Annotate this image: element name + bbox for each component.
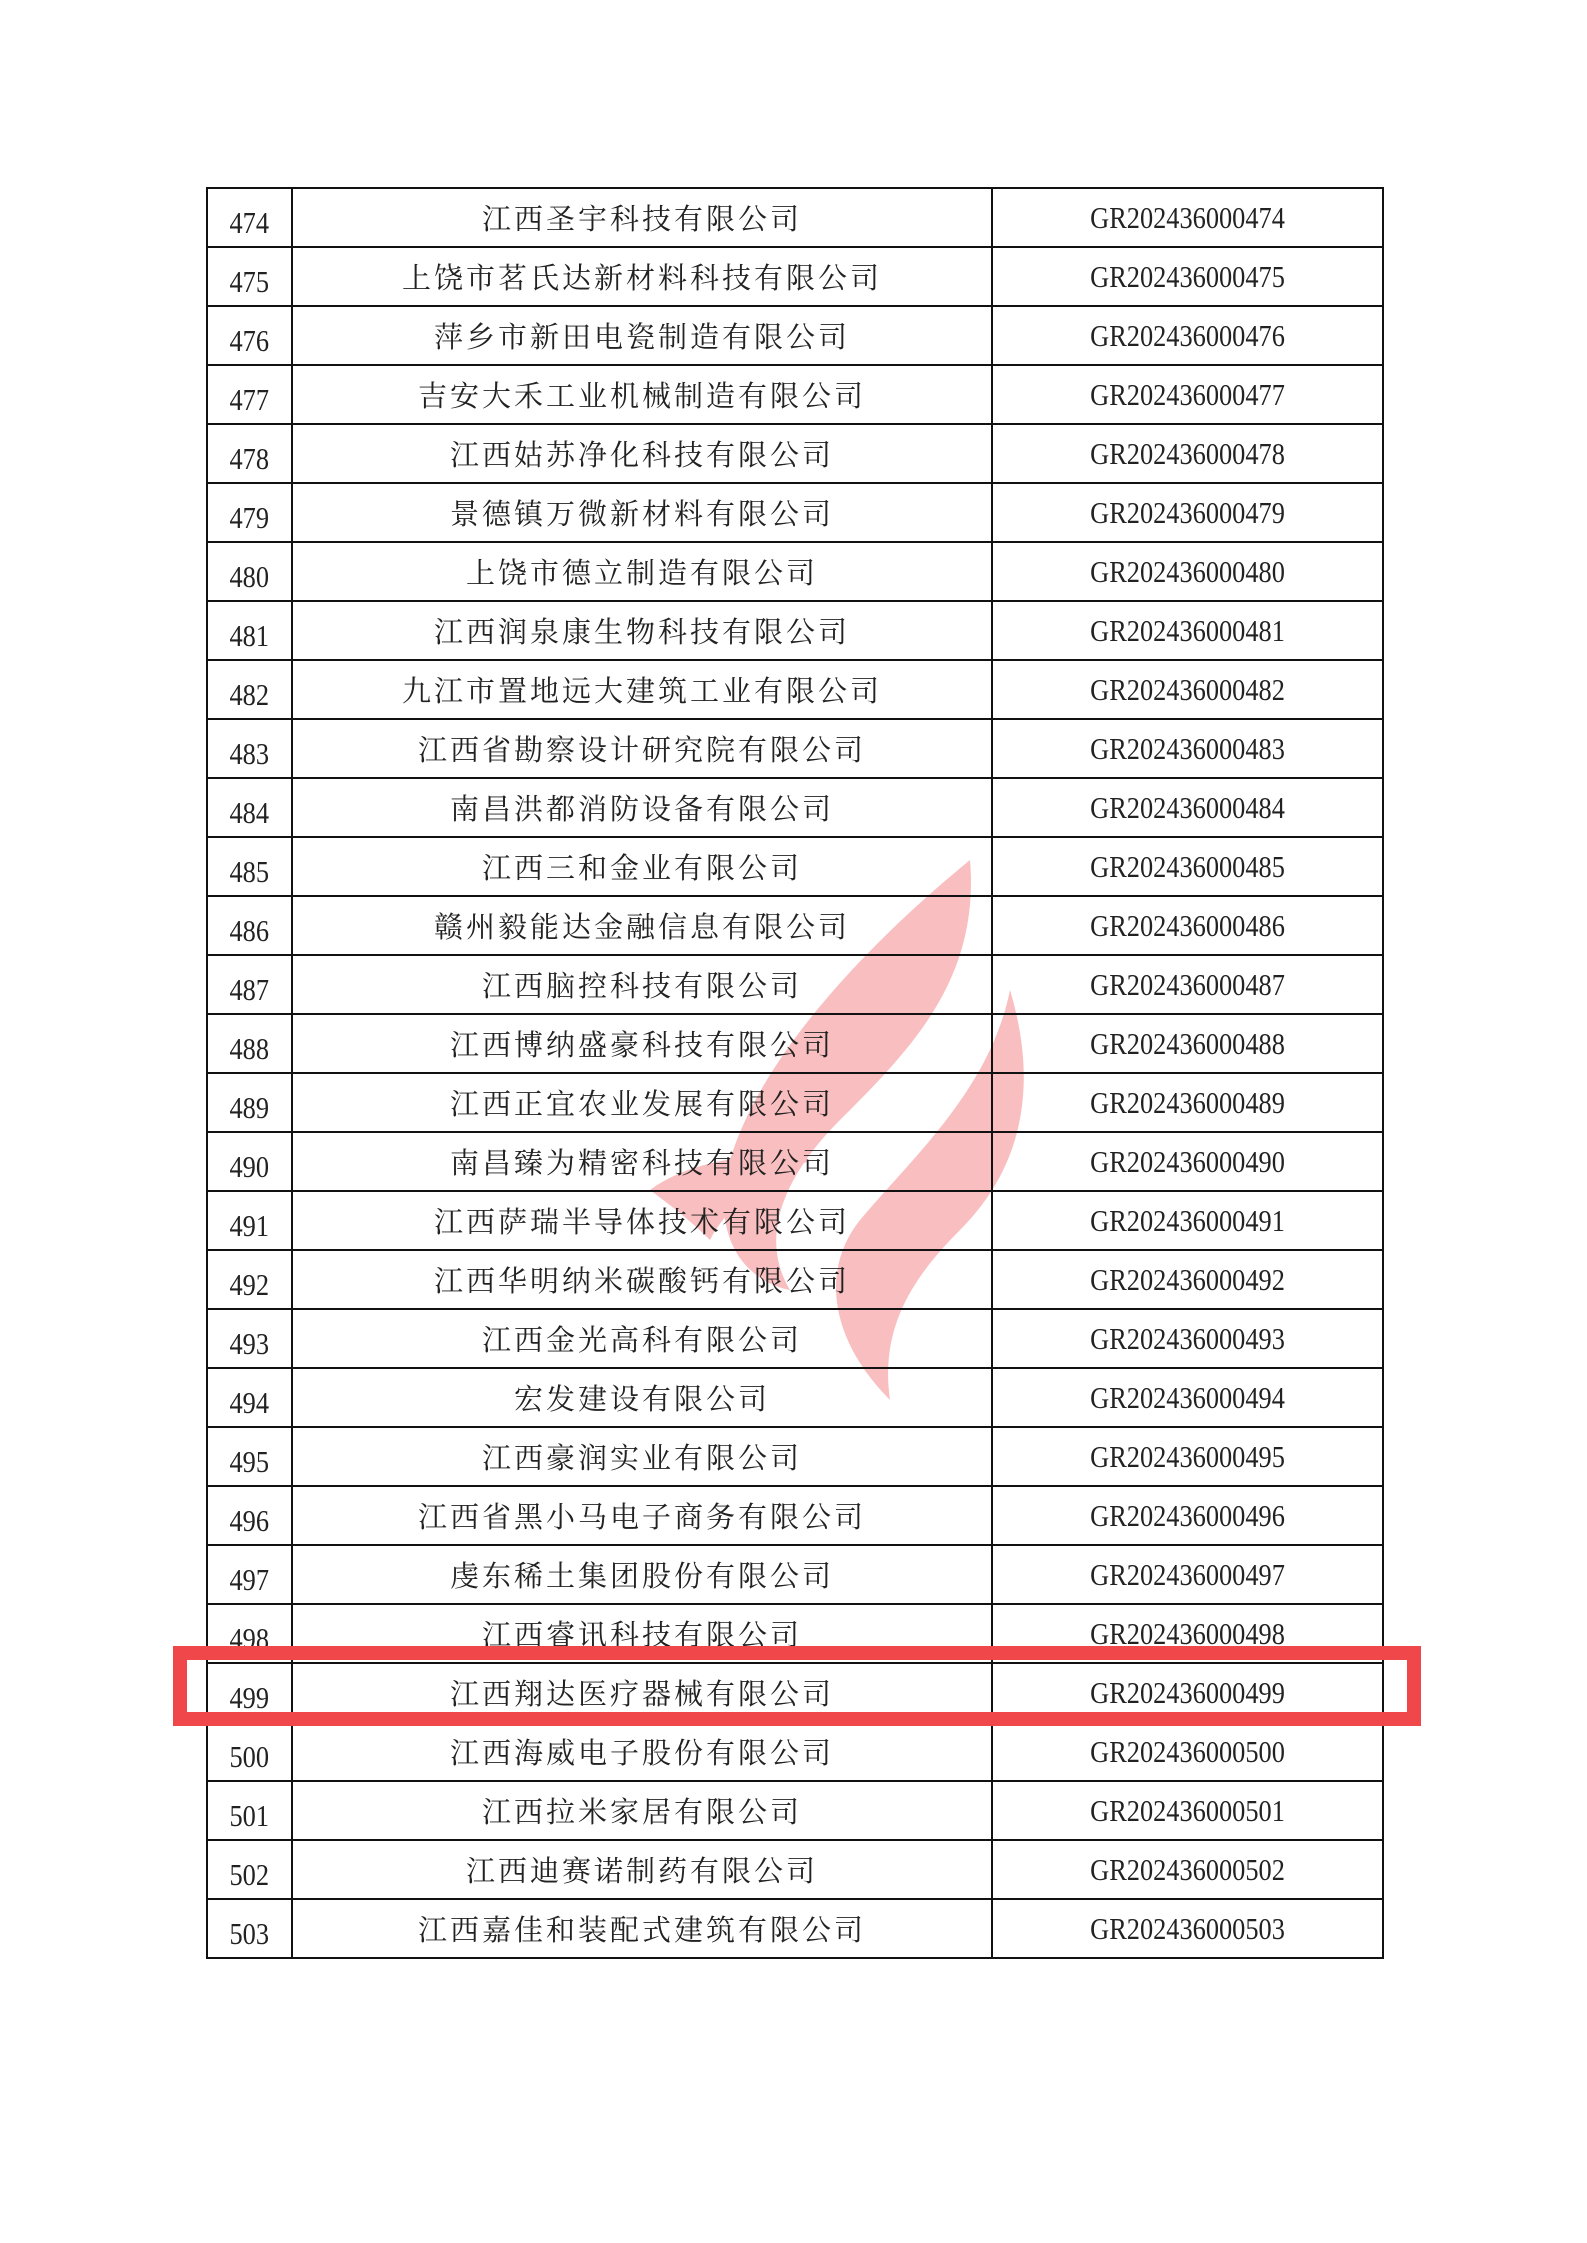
table-row	[207, 542, 1383, 601]
table-row	[207, 1899, 1383, 1958]
row-number: 498	[207, 1604, 292, 1663]
row-number: 483	[207, 719, 292, 778]
table-row	[207, 601, 1383, 660]
row-number: 479	[207, 483, 292, 542]
company-name: 江西华明纳米碳酸钙有限公司	[292, 1250, 992, 1309]
company-name: 上饶市茗氏达新材料科技有限公司	[292, 247, 992, 306]
row-number: 482	[207, 660, 292, 719]
table-row	[207, 424, 1383, 483]
company-name: 江西润泉康生物科技有限公司	[292, 601, 992, 660]
certificate-code: GR202436000497	[992, 1545, 1383, 1604]
table-row	[207, 1604, 1383, 1663]
certificate-code: GR202436000492	[992, 1250, 1383, 1309]
certificate-code: GR202436000499	[992, 1663, 1383, 1722]
company-name: 江西翔达医疗器械有限公司	[292, 1663, 992, 1722]
company-name: 南昌臻为精密科技有限公司	[292, 1132, 992, 1191]
company-name: 上饶市德立制造有限公司	[292, 542, 992, 601]
row-number: 485	[207, 837, 292, 896]
company-name: 江西正宜农业发展有限公司	[292, 1073, 992, 1132]
company-name: 江西金光高科有限公司	[292, 1309, 992, 1368]
row-number: 489	[207, 1073, 292, 1132]
certificate-code: GR202436000481	[992, 601, 1383, 660]
table-row	[207, 1427, 1383, 1486]
certificate-code: GR202436000485	[992, 837, 1383, 896]
company-name: 江西三和金业有限公司	[292, 837, 992, 896]
company-name: 江西迪赛诺制药有限公司	[292, 1840, 992, 1899]
table-row	[207, 306, 1383, 365]
company-name: 江西省黑小马电子商务有限公司	[292, 1486, 992, 1545]
certificate-code: GR202436000477	[992, 365, 1383, 424]
certificate-code: GR202436000491	[992, 1191, 1383, 1250]
row-number: 484	[207, 778, 292, 837]
row-number: 481	[207, 601, 292, 660]
company-name: 吉安大禾工业机械制造有限公司	[292, 365, 992, 424]
certificate-code: GR202436000495	[992, 1427, 1383, 1486]
row-number: 502	[207, 1840, 292, 1899]
certificate-code: GR202436000498	[992, 1604, 1383, 1663]
row-number: 490	[207, 1132, 292, 1191]
row-number: 499	[207, 1663, 292, 1722]
table-row	[207, 188, 1383, 247]
row-number: 486	[207, 896, 292, 955]
row-number: 501	[207, 1781, 292, 1840]
company-name: 江西博纳盛豪科技有限公司	[292, 1014, 992, 1073]
row-number: 493	[207, 1309, 292, 1368]
table-row	[207, 955, 1383, 1014]
certificate-code: GR202436000480	[992, 542, 1383, 601]
table-row	[207, 1191, 1383, 1250]
company-name: 南昌洪都消防设备有限公司	[292, 778, 992, 837]
certificate-code: GR202436000493	[992, 1309, 1383, 1368]
row-number: 491	[207, 1191, 292, 1250]
row-number: 494	[207, 1368, 292, 1427]
certificate-code: GR202436000483	[992, 719, 1383, 778]
row-number: 478	[207, 424, 292, 483]
table-row	[207, 778, 1383, 837]
certificate-code: GR202436000503	[992, 1899, 1383, 1958]
certificate-code: GR202436000501	[992, 1781, 1383, 1840]
certificate-code: GR202436000489	[992, 1073, 1383, 1132]
company-name: 江西海威电子股份有限公司	[292, 1722, 992, 1781]
row-number: 503	[207, 1899, 292, 1958]
row-number: 500	[207, 1722, 292, 1781]
row-number: 497	[207, 1545, 292, 1604]
company-name: 江西嘉佳和装配式建筑有限公司	[292, 1899, 992, 1958]
table-row	[207, 837, 1383, 896]
table-row	[207, 719, 1383, 778]
certificate-code: GR202436000496	[992, 1486, 1383, 1545]
company-name: 江西豪润实业有限公司	[292, 1427, 992, 1486]
row-number: 492	[207, 1250, 292, 1309]
company-name: 虔东稀土集团股份有限公司	[292, 1545, 992, 1604]
company-name: 宏发建设有限公司	[292, 1368, 992, 1427]
table-row	[207, 1309, 1383, 1368]
certificate-code: GR202436000494	[992, 1368, 1383, 1427]
certificate-code: GR202436000484	[992, 778, 1383, 837]
table-row	[207, 660, 1383, 719]
certificate-code: GR202436000482	[992, 660, 1383, 719]
enterprise-list-table	[206, 187, 1384, 1959]
company-name: 江西拉米家居有限公司	[292, 1781, 992, 1840]
table-row	[207, 1132, 1383, 1191]
certificate-code: GR202436000500	[992, 1722, 1383, 1781]
company-name: 江西脑控科技有限公司	[292, 955, 992, 1014]
company-name: 江西睿讯科技有限公司	[292, 1604, 992, 1663]
certificate-code: GR202436000476	[992, 306, 1383, 365]
certificate-code: GR202436000490	[992, 1132, 1383, 1191]
certificate-code: GR202436000478	[992, 424, 1383, 483]
certificate-code: GR202436000486	[992, 896, 1383, 955]
row-number: 495	[207, 1427, 292, 1486]
company-name: 九江市置地远大建筑工业有限公司	[292, 660, 992, 719]
row-number: 488	[207, 1014, 292, 1073]
company-name: 江西圣宇科技有限公司	[292, 188, 992, 247]
table-row	[207, 365, 1383, 424]
table-row	[207, 1014, 1383, 1073]
table-row	[207, 896, 1383, 955]
table-row	[207, 1840, 1383, 1899]
table-row	[207, 1722, 1383, 1781]
row-number: 487	[207, 955, 292, 1014]
table-row	[207, 1486, 1383, 1545]
table-row	[207, 1663, 1383, 1722]
table-row	[207, 1781, 1383, 1840]
row-number: 476	[207, 306, 292, 365]
company-name: 景德镇万微新材料有限公司	[292, 483, 992, 542]
table-row	[207, 1073, 1383, 1132]
company-name: 江西姑苏净化科技有限公司	[292, 424, 992, 483]
row-number: 480	[207, 542, 292, 601]
certificate-code: GR202436000502	[992, 1840, 1383, 1899]
table-row	[207, 1368, 1383, 1427]
certificate-code: GR202436000474	[992, 188, 1383, 247]
row-number: 477	[207, 365, 292, 424]
company-name: 萍乡市新田电瓷制造有限公司	[292, 306, 992, 365]
company-name: 江西萨瑞半导体技术有限公司	[292, 1191, 992, 1250]
certificate-code: GR202436000479	[992, 483, 1383, 542]
row-number: 475	[207, 247, 292, 306]
certificate-code: GR202436000487	[992, 955, 1383, 1014]
table-row	[207, 1250, 1383, 1309]
table-row	[207, 483, 1383, 542]
table-row	[207, 247, 1383, 306]
row-number: 474	[207, 188, 292, 247]
company-name: 江西省勘察设计研究院有限公司	[292, 719, 992, 778]
table-row	[207, 1545, 1383, 1604]
row-number: 496	[207, 1486, 292, 1545]
certificate-code: GR202436000475	[992, 247, 1383, 306]
company-name: 赣州毅能达金融信息有限公司	[292, 896, 992, 955]
certificate-code: GR202436000488	[992, 1014, 1383, 1073]
